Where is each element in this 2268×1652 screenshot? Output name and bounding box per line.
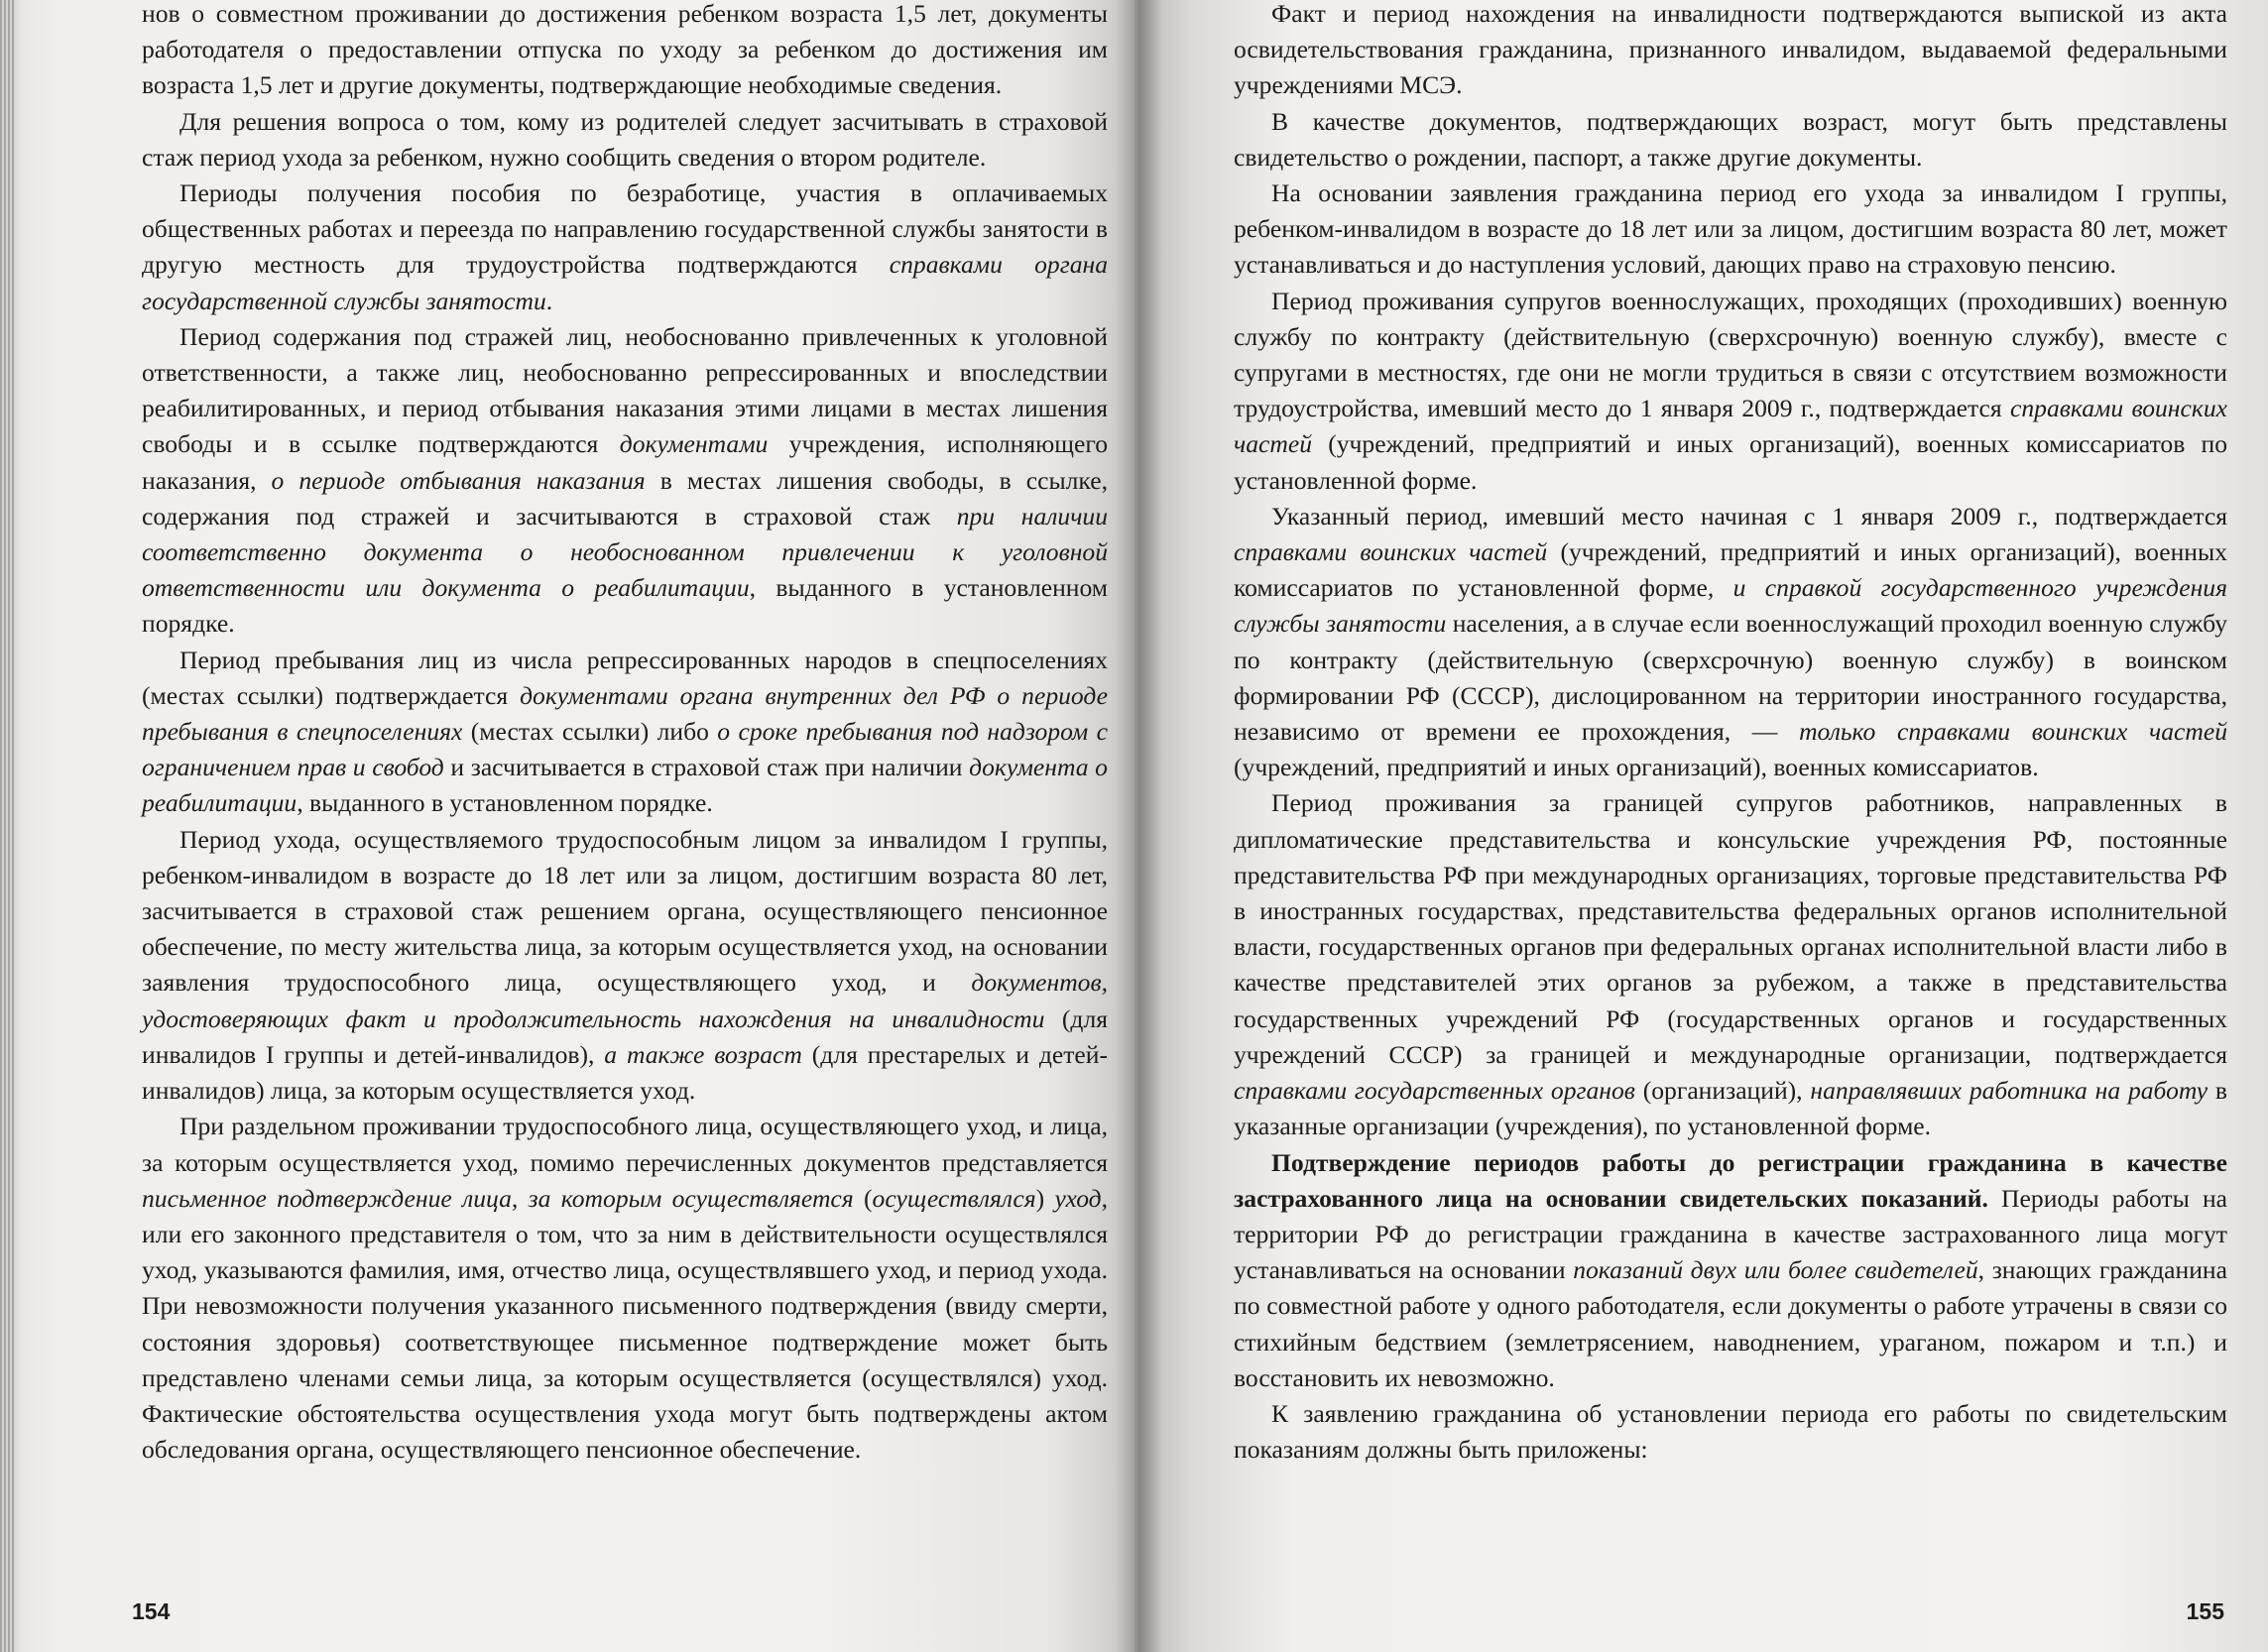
italic-run: документами <box>619 429 769 459</box>
bold-heading-run: Подтверждение периодов работы до регистрации гражданина в качестве застрахованного лица на основании свидетельских показаний. <box>1234 1147 2227 1213</box>
text-run: Период содержания под стражей лиц, необоснованно привлеченных к уголовной ответственности, а также лиц, необоснованно репрессированных и впоследствии реабилитированных, и период отбывания наказания этими лицами в местах лишения свободы и в ссылке подтверждаются <box>142 321 1108 459</box>
text-run: К заявлению гражданина об установлении периода его работы по свидетельским показаниям должны быть приложены: <box>1234 1398 2227 1465</box>
text-run: ( <box>853 1183 873 1213</box>
italic-run: направлявших работника на работу <box>1810 1076 2208 1106</box>
italic-run: о сроке пребывания под надзором с ограничением прав и свобод <box>142 717 1109 782</box>
text-run: (местах ссылки) либо <box>462 717 718 747</box>
text-run: Указанный период, имевший место начиная с 1 января 2009 г., подтверждается <box>1271 501 2227 531</box>
italic-run: а также возраст <box>604 1039 802 1069</box>
right-page-text <box>1234 0 2227 1468</box>
text-run: (для инвалидов I группы и детей-инвалидов), <box>142 1003 1108 1069</box>
text-run: ) <box>1035 1183 1055 1213</box>
text-run: На основании заявления гражданина период его ухода за инвалидом I группы, ребенком-инвалидом в возрасте до 18 лет или за лицом, достигшим возраста 80 лет, может устанавливаться и до наступления условий, дающих право на страховую пенсию. <box>1234 178 2227 280</box>
italic-run: документами органа внутренних дел РФ о периоде пребывания в спецпоселениях <box>142 680 1108 747</box>
italic-run: осуществлялся <box>872 1183 1036 1213</box>
italic-run: уход <box>1054 1183 1102 1213</box>
italic-run: при наличии соответственно документа о необоснованном привлечении к уголовной ответственности или документа о реабилитации <box>142 501 1108 603</box>
text-run: (учреждений, предприятий и иных организаций), военных комиссариатов. <box>1234 753 2039 782</box>
right-page <box>1134 0 2268 1652</box>
paragraph <box>142 822 1108 1110</box>
italic-run: документов, удостоверяющих факт и продолжительность нахождения на инвалидности <box>142 968 1108 1033</box>
text-run: Период проживания за границей супругов работников, направленных в дипломатические представительства и консульские учреждения РФ, постоянные представительства РФ при международных организациях, торговые представительства РФ в иностранных государствах, представительства федеральных органов исполнительной власти, государственных органов при федеральных органах исполнительной власти либо в качестве представителей этих органов за рубежом, а также в представительства государственных учреждений РФ (государственных органов и государственных учреждений СССР) за границей и международные организации, подтверждается <box>1234 788 2227 1069</box>
italic-run: документа о реабилитации <box>142 753 1108 818</box>
text-run: учреждения, исполняющего наказания, <box>142 429 1108 495</box>
text-run: . <box>545 286 553 315</box>
text-run: Факт и период нахождения на инвалидности подтверждаются выпиской из акта освидетельствования гражданина, признанного инвалидом, выдаваемой федеральными учреждениями МСЭ. <box>1234 0 2227 100</box>
paragraph <box>1234 104 2227 176</box>
paragraph <box>1234 0 2227 104</box>
italic-run: только справками воинских частей <box>1799 717 2227 747</box>
paragraph <box>1234 1396 2227 1468</box>
text-run: (для престарелых и детей-инвалидов) лица, за которым осуществляется уход. <box>142 1039 1108 1106</box>
text-run: , или его законного представителя о том, что за ним в действительности осуществлялся уход, указываются фамилия, имя, отчество лица, осуществлявшего уход, и период ухода. При невозможности получения указанного письменного подтверждения (ввиду смерти, состояния здоровья) соответствующее письменное подтверждение может быть представлено членами семьи лица, за которым осуществляется (осуществлялся) уход. Фактические обстоятельства осуществления ухода могут быть подтверждены актом обследования органа, осуществляющего пенсионное обеспечение. <box>142 1183 1109 1465</box>
paragraph <box>142 319 1108 643</box>
page-edge <box>0 0 14 1652</box>
paragraph <box>142 176 1108 319</box>
paragraph <box>1234 785 2227 1144</box>
text-run: (учреждений, предприятий и иных организаций), военных комиссариатов по установленной форме, <box>1234 537 2227 603</box>
text-run: (организаций), <box>1634 1076 1811 1106</box>
text-run: При раздельном проживании трудоспособного лица, осуществляющего уход, и лица, за которым осуществляется уход, помимо перечисленных документов представляется <box>142 1112 1108 1177</box>
italic-run: и справкой государственного учреждения службы занятости <box>1234 573 2227 639</box>
left-page-text <box>142 0 1108 1468</box>
text-run: , выданного в установленном порядке. <box>142 573 1108 639</box>
text-run: , знающих гражданина по совместной работе у одного работодателя, если документы о работе утрачены в связи со стихийным бедствием (землетрясением, наводнением, ураганом, пожаром и т.п.) и восстановить их невозможно. <box>1234 1255 2227 1392</box>
paragraph <box>142 104 1108 176</box>
text-run: в местах лишения свободы, в ссылке, содержания под стражей и засчитываются в страховой стаж <box>142 465 1108 531</box>
italic-run: письменное подтверждение лица, за которым осуществляется <box>142 1183 854 1213</box>
italic-run: справками органа государственной службы занятости <box>142 250 1108 315</box>
italic-run: показаний двух или более свидетелей <box>1573 1255 1978 1285</box>
text-run: В качестве документов, подтверждающих возраст, могут быть представлены свидетельство о рождении, паспорт, а также другие документы. <box>1234 106 2227 172</box>
paragraph <box>1234 176 2227 284</box>
italic-run: справками воинских частей <box>1234 394 2227 459</box>
text-run: и засчитывается в страховой стаж при наличии <box>443 753 970 782</box>
text-run: Период ухода, осуществляемого трудоспособным лицом за инвалидом I группы, ребенком-инвалидом в возрасте до 18 лет или за лицом, достигшим возраста 80 лет, засчитывается в страховой стаж решением органа, осуществляющего пенсионное обеспечение, по месту жительства лица, за которым осуществляется уход, на основании заявления трудоспособного лица, осуществляющего уход, и <box>142 824 1108 998</box>
text-run: Периоды работы на территории РФ до регистрации гражданина в качестве застрахованного лица могут устанавливаться на основании <box>1234 1183 2227 1285</box>
left-page-number: 154 <box>132 1598 171 1624</box>
paragraph <box>142 643 1108 822</box>
text-run: Для решения вопроса о том, кому из родителей следует засчитывать в страховой стаж период ухода за ребенком, нужно сообщить сведения о втором родителе. <box>142 106 1108 172</box>
text-run: населения, а в случае если военнослужащий проходил военную службу по контракту (действительную (сверхсрочную) военную службу) в воинском формировании РФ (СССР), дислоцированном на территории иностранного государства, независимо от времени ее прохождения, — <box>1234 609 2227 747</box>
right-page-number: 155 <box>2186 1598 2224 1624</box>
text-run: Период проживания супругов военнослужащих, проходящих (проходивших) военную службу по контракту (действительную (сверхсрочную) военную службу), вместе с супругами в местностях, где они не могли трудиться в связи с отсутствием возможности трудоустройства, имевший место до 1 января 2009 г., подтверждается <box>1234 286 2227 423</box>
text-run: в указанные организации (учреждения), по установленной форме. <box>1234 1076 2227 1141</box>
italic-run: о периоде отбывания наказания <box>271 465 646 495</box>
text-run: нов о совместном проживании до достижения ребенком возраста 1,5 лет, документы работодателя о предоставлении отпуска по уходу за ребенком до достижения им возраста 1,5 лет и другие документы, подтверждающие необходимые сведения. <box>142 0 1108 100</box>
text-run: Периоды получения пособия по безработице, участия в оплачиваемых общественных работах и переезда по направлению государственной службы занятости в другую местность для трудоустройства подтверждаются <box>142 178 1108 280</box>
paragraph <box>1234 499 2227 786</box>
text-run: (учреждений, предприятий и иных организаций), военных комиссариатов по установленной форме. <box>1234 429 2227 495</box>
paragraph <box>1234 1145 2227 1396</box>
italic-run: справками воинских частей <box>1234 537 1548 567</box>
text-run: , выданного в установленном порядке. <box>297 788 713 818</box>
text-run: Период пребывания лиц из числа репрессированных народов в спецпоселениях (местах ссылки) подтверждается <box>142 645 1108 710</box>
paragraph <box>142 0 1108 104</box>
paragraph <box>1234 284 2227 499</box>
italic-run: справками государственных органов <box>1234 1076 1635 1106</box>
paragraph <box>142 1109 1108 1468</box>
